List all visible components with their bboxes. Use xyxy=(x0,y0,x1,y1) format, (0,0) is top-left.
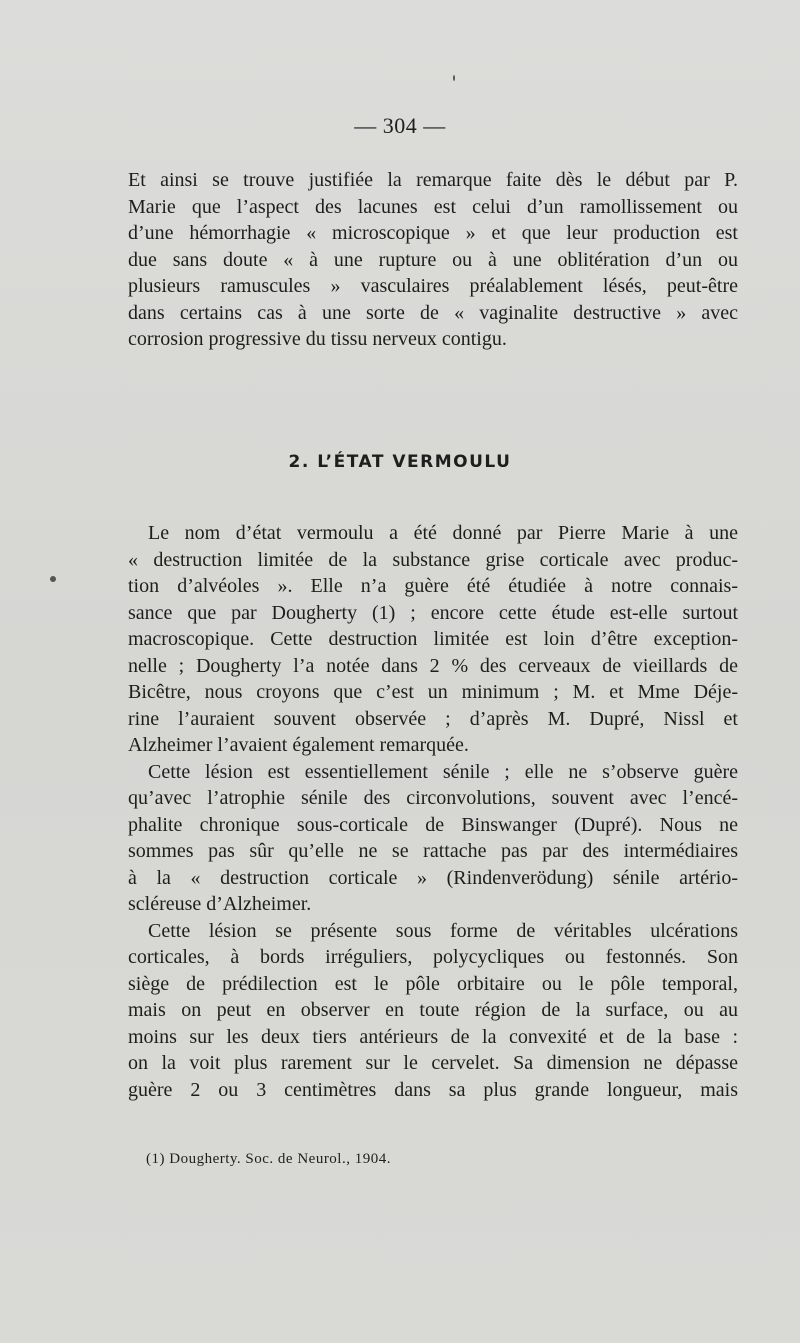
text-line: Et ainsi se trouve justifiée la remarque faite dès le début par P. xyxy=(128,169,738,191)
text-line: tion d’alvéoles ». Elle n’a guère été étudiée à notre connais- xyxy=(128,575,738,597)
text-line: Cette lésion est essentiellement sénile ; elle ne s’observe guère xyxy=(148,760,738,783)
text-line: Bicêtre, nous croyons que c’est un minimum ; M. et Mme Déje- xyxy=(128,681,738,703)
text-line: à la « destruction corticale » (Rindenverödung) sénile artério- xyxy=(128,866,738,889)
text-line: on la voit plus rarement sur le cervelet. Sa dimension ne dépasse xyxy=(128,1052,738,1074)
text-line: dans certains cas à une sorte de « vaginalite destructive » avec xyxy=(128,301,738,324)
footnote: (1) Dougherty. Soc. de Neurol., 1904. xyxy=(146,1151,391,1167)
ink-speck xyxy=(453,75,455,81)
text-line: phalite chronique sous-corticale de Binswanger (Dupré). Nous ne xyxy=(128,813,738,836)
text-line: qu’avec l’atrophie sénile des circonvolutions, souvent avec l’encé- xyxy=(128,787,738,809)
text-line: scléreuse d’Alzheimer. xyxy=(128,893,312,915)
text-line: due sans doute « à une rupture ou à une oblitération d’un ou xyxy=(128,248,738,271)
text-line: « destruction limitée de la substance grise corticale avec produc- xyxy=(128,548,738,571)
text-line: sommes pas sûr qu’elle ne se rattache pas par des intermédiaires xyxy=(128,840,738,862)
text-line: Alzheimer l’avaient également remarquée. xyxy=(128,734,469,756)
text-line: d’une hémorrhagie « microscopique » et que leur production est xyxy=(128,222,738,244)
paragraph-lacunes xyxy=(128,167,738,353)
text-line: moins sur les deux tiers antérieurs de la convexité et de la base : xyxy=(128,1025,738,1048)
text-line: sance que par Dougherty (1) ; encore cette étude est-elle surtout xyxy=(128,601,738,624)
text-line: Le nom d’état vermoulu a été donné par Pierre Marie à une xyxy=(148,522,738,544)
text-line: corticales, à bords irréguliers, polycycliques ou festonnés. Son xyxy=(128,946,738,968)
page-number: — 304 — xyxy=(354,113,446,138)
text-line: macroscopique. Cette destruction limitée est loin d’être exception- xyxy=(128,628,738,650)
text-line: siège de prédilection est le pôle orbitaire ou le pôle temporal, xyxy=(128,972,738,995)
text-line: plusieurs ramuscules » vasculaires préalablement lésés, peut-être xyxy=(128,275,738,297)
text-line: Cette lésion se présente sous forme de véritables ulcérations xyxy=(148,919,738,942)
text-line: Marie que l’aspect des lacunes est celui d’un ramollissement ou xyxy=(128,195,738,218)
paragraph-etat-vermoulu xyxy=(128,520,738,1103)
text-line: rine l’auraient souvent observée ; d’après M. Dupré, Nissl et xyxy=(128,707,738,730)
section-heading: 2. L’ÉTAT VERMOULU xyxy=(288,452,512,472)
text-line: mais on peut en observer en toute région de la surface, ou au xyxy=(128,999,738,1021)
text-line: corrosion progressive du tissu nerveux contigu. xyxy=(128,328,507,350)
text-line: guère 2 ou 3 centimètres dans sa plus grande longueur, mais xyxy=(128,1078,738,1101)
ink-speck xyxy=(50,576,56,582)
text-line: nelle ; Dougherty l’a notée dans 2 % des cerveaux de vieillards de xyxy=(128,654,738,677)
